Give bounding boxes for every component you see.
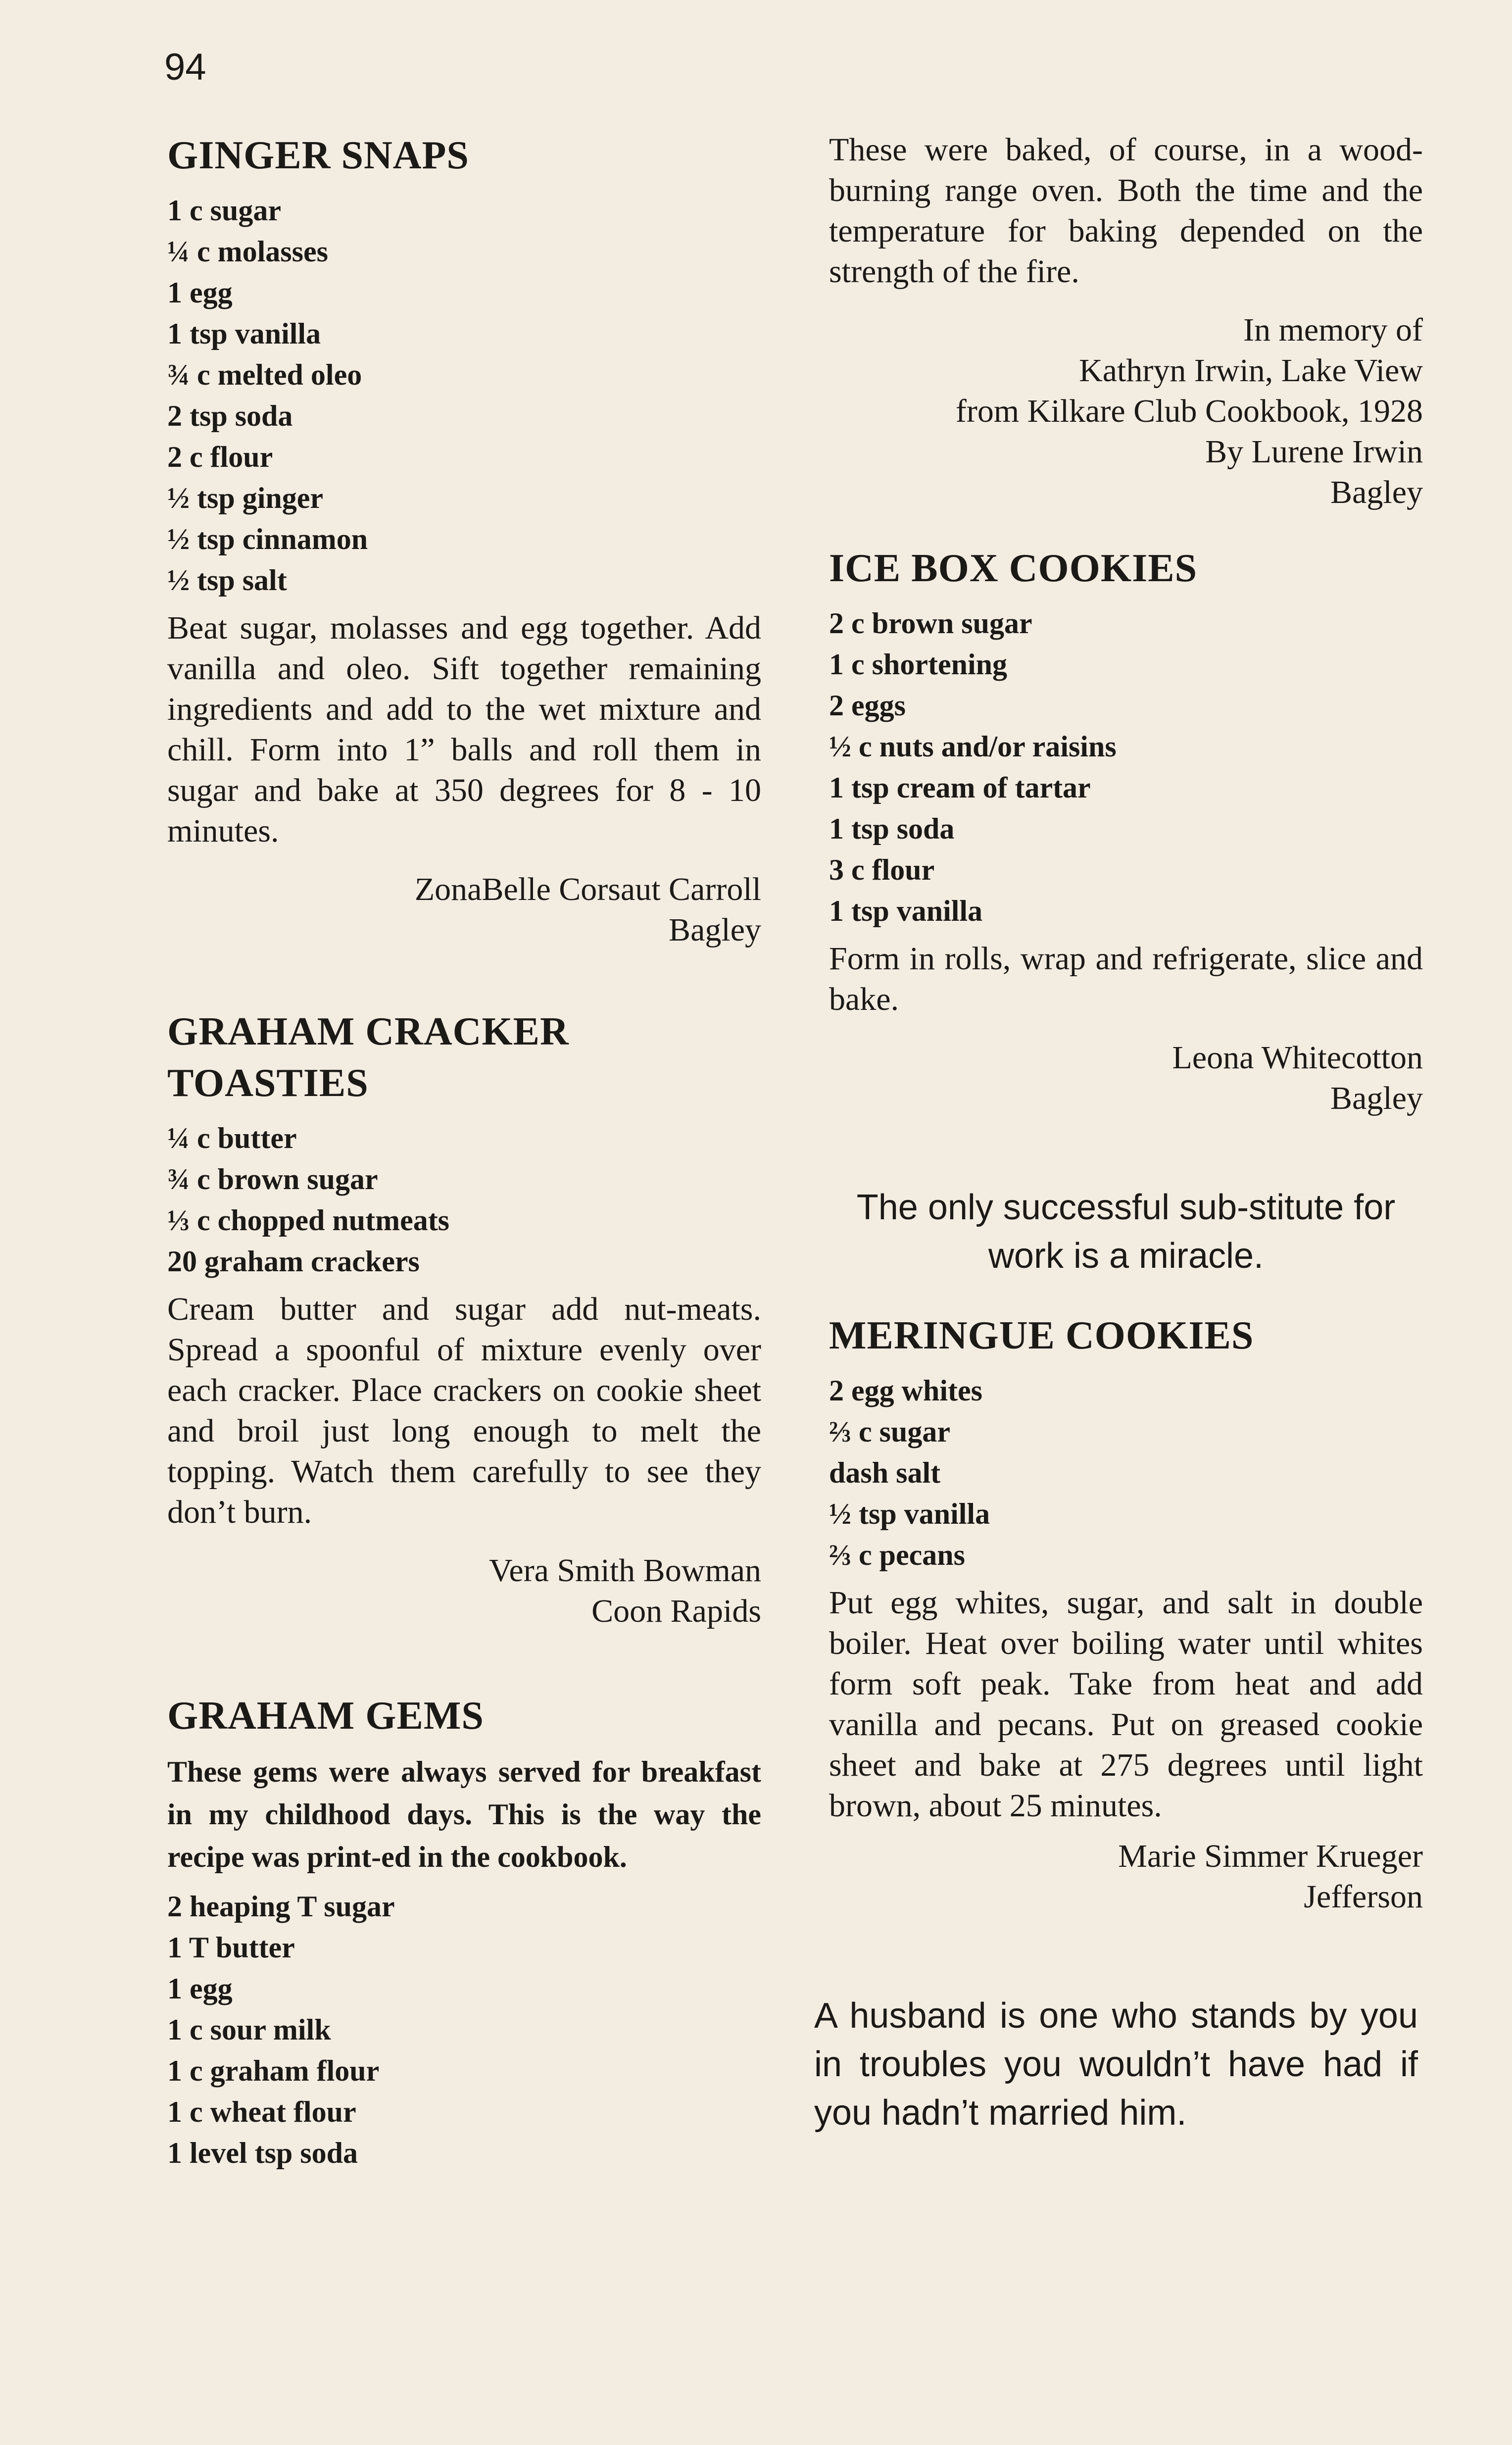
recipe-graham-cracker-toasties (167, 1006, 761, 1632)
ingredient-item: 1 tsp vanilla (829, 895, 983, 927)
attribution-town: Coon Rapids (591, 1593, 761, 1629)
page-number: 94 (164, 46, 206, 88)
ingredient-list (829, 603, 1423, 932)
ingredient-item: 2 tsp soda (167, 399, 293, 432)
recipe-ice-box-cookies (829, 543, 1423, 1119)
ingredient-item: 2 heaping T sugar (167, 1890, 395, 1923)
ingredient-item: ½ c nuts and/or raisins (829, 730, 1117, 763)
recipe-title: GRAHAM GEMS (167, 1694, 484, 1738)
ingredient-item: 2 c brown sugar (829, 607, 1032, 640)
ingredient-item: ⅔ c sugar (829, 1415, 950, 1448)
recipe-attribution (829, 1038, 1423, 1119)
right-column (814, 130, 1423, 2137)
attribution-name: Leona Whitecotton (1172, 1040, 1423, 1076)
ingredient-item: ¼ c molasses (167, 235, 328, 268)
ingredient-item: 2 eggs (829, 689, 906, 722)
attribution-town: Bagley (1330, 1080, 1423, 1116)
ingredient-list (167, 1886, 761, 2174)
ingredient-item: ⅓ c chopped nutmeats (167, 1204, 450, 1237)
recipe-ginger-snaps (167, 130, 761, 950)
ingredient-item: ¾ c melted oleo (167, 358, 362, 391)
attribution-town: Jefferson (1304, 1879, 1423, 1915)
attribution-name: Vera Smith Bowman (489, 1552, 761, 1589)
ingredient-item: ¼ c butter (167, 1122, 297, 1154)
attribution-line: In memory of (1243, 312, 1423, 348)
ingredient-item: ½ tsp cinnamon (167, 523, 368, 555)
ingredient-item: 1 c graham flour (167, 2054, 380, 2087)
recipe-instructions: Form in rolls, wrap and refrigerate, slice and bake. (829, 941, 1423, 1017)
recipe-graham-gems (167, 1690, 761, 2174)
ingredient-item: 2 egg whites (829, 1374, 982, 1407)
ingredient-item: 1 egg (167, 1972, 233, 2005)
ingredient-item: 1 egg (167, 276, 233, 309)
recipe-meringue-cookies (829, 1310, 1423, 1917)
recipe-instructions: Beat sugar, molasses and egg together. Add vanilla and oleo. Sift together remaining ingredients and add to the wet mixture and chill. Form into 1” balls and roll them in sugar and bake at 350 degrees for 8 - 10 minutes. (167, 610, 761, 849)
recipe-instructions: Put egg whites, sugar, and salt in double boiler. Heat over boiling water until whites form soft peak. Take from heat and add vanilla and pecans. Put on greased cookie sheet and bake at 275 degrees until light brown, about 25 minutes. (829, 1585, 1423, 1824)
ingredient-item: 1 c wheat flour (167, 2096, 356, 2128)
recipe-instructions: These were baked, of course, in a wood-burning range oven. Both the time and the temperature for baking depended on the strength of the fire. (829, 132, 1423, 290)
ingredient-item: ¾ c brown sugar (167, 1163, 378, 1196)
ingredient-item: 1 tsp vanilla (167, 317, 321, 350)
recipe-title: ICE BOX COOKIES (829, 547, 1198, 590)
attribution-town: Bagley (1330, 474, 1423, 510)
recipe-intro: These gems were always served for breakfast in my childhood days. This is the way the recipe was print-ed in the cookbook. (167, 1755, 761, 1873)
ingredient-item: ½ tsp ginger (167, 482, 323, 514)
ingredient-list (167, 190, 761, 601)
ingredient-item: dash salt (829, 1456, 941, 1489)
ingredient-item: 1 c sour milk (167, 2013, 331, 2046)
ingredient-list (829, 1370, 1423, 1576)
ingredient-item: ½ tsp vanilla (829, 1497, 990, 1530)
filler-quote: The only successful sub-stitute for work is a miracle. (856, 1188, 1396, 1276)
attribution-line: Kathryn Irwin, Lake View (1079, 352, 1423, 389)
ingredient-item: ½ tsp salt (167, 564, 287, 597)
recipe-title: MERINGUE COOKIES (829, 1314, 1254, 1357)
attribution-line: By Lurene Irwin (1205, 434, 1423, 470)
ingredient-item: 1 level tsp soda (167, 2137, 358, 2169)
ingredient-item: ⅔ c pecans (829, 1539, 965, 1571)
recipe-title: GINGER SNAPS (167, 134, 469, 177)
ingredient-item: 1 c sugar (167, 194, 281, 227)
ingredient-item: 3 c flour (829, 853, 935, 886)
attribution-line: from Kilkare Club Cookbook, 1928 (955, 393, 1423, 429)
recipe-title-line: TOASTIES (167, 1061, 369, 1105)
ingredient-item: 1 T butter (167, 1931, 295, 1964)
recipe-title (167, 1006, 761, 1109)
ingredient-item: 1 tsp cream of tartar (829, 771, 1091, 804)
ingredient-item: 2 c flour (167, 441, 273, 473)
attribution-name: ZonaBelle Corsaut Carroll (414, 871, 761, 907)
ingredient-item: 20 graham crackers (167, 1245, 420, 1278)
recipe-graham-gems-continued (829, 130, 1423, 513)
recipe-title-line: GRAHAM CRACKER (167, 1010, 569, 1053)
attribution-name: Marie Simmer Krueger (1118, 1838, 1423, 1874)
recipe-attribution (829, 1836, 1423, 1917)
ingredient-item: 1 c shortening (829, 648, 1007, 681)
left-column (167, 130, 761, 2174)
filler-quote: A husband is one who stands by you in troubles you wouldn’t have had if you hadn’t married him. (814, 1996, 1418, 2133)
recipe-attribution (167, 869, 761, 950)
recipe-instructions: Cream butter and sugar add nut-meats. Spread a spoonful of mixture evenly over each cracker. Place crackers on cookie sheet and broil just long enough to melt the topping. Watch them carefully to see they don’t burn. (167, 1291, 761, 1530)
recipe-attribution (167, 1550, 761, 1632)
ingredient-list (167, 1118, 761, 1282)
ingredient-item: 1 tsp soda (829, 812, 955, 845)
attribution-town: Bagley (669, 912, 761, 948)
recipe-attribution (829, 310, 1423, 513)
